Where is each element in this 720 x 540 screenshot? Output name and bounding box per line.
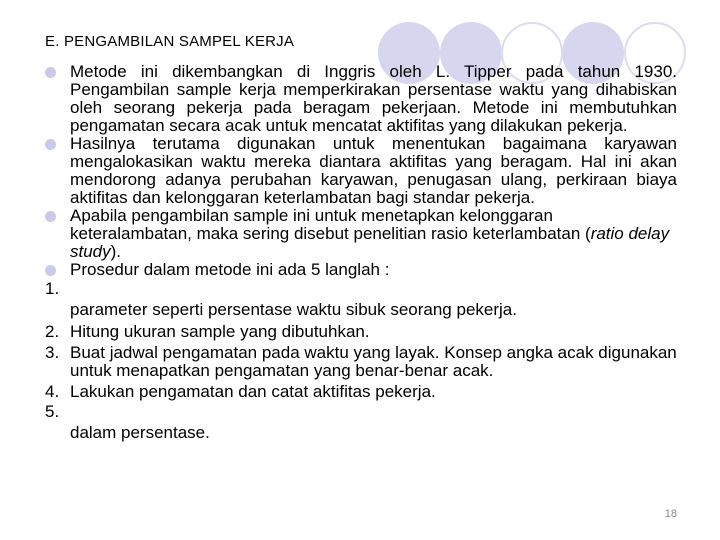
step-text: parameter seperti persentase waktu sibuk seorang pekerja.	[70, 300, 517, 319]
bullet-item	[45, 135, 677, 207]
slide-heading: E. PENGAMBILAN SAMPEL KERJA	[45, 33, 295, 50]
step-number: 5.	[45, 402, 60, 421]
bullet-item	[45, 261, 677, 280]
bullet-item	[45, 63, 677, 135]
step-item	[45, 344, 677, 380]
step-item	[45, 403, 677, 421]
step-number: 4.	[45, 382, 60, 401]
bullet-text: Prosedur dalam metode ini ada 5 langlah :	[70, 260, 390, 279]
bullet-text	[70, 207, 677, 261]
step-text: Buat jadwal pengamatan pada waktu yang layak. Konsep angka acak digunakan untuk menapatkan pengamatan yang benar-benar acak.	[70, 343, 677, 380]
step-text: Lakukan pengamatan dan catat aktifitas pekerja.	[70, 382, 436, 401]
page-number: 18	[664, 508, 677, 520]
bullet-text-part: ).	[110, 242, 122, 261]
step-item	[45, 323, 677, 341]
step-number: 2.	[45, 322, 60, 341]
bullet-icon	[45, 211, 56, 222]
step-text: Hitung ukuran sample yang dibutuhkan.	[70, 322, 370, 341]
bullet-icon	[45, 67, 56, 78]
step-item	[45, 280, 677, 298]
step-text: dalam persentase.	[70, 423, 210, 442]
bullet-icon	[45, 265, 56, 276]
step-number: 1.	[45, 279, 60, 298]
step-item	[45, 301, 677, 319]
bullet-text-part: Apabila pengambilan sample ini untuk menetapkan kelonggaran keteralambatan, maka sering disebut penelitian rasio keterlambatan (	[70, 206, 591, 243]
bullet-icon	[45, 139, 56, 150]
step-number: 3.	[45, 343, 60, 362]
bullet-text: Hasilnya terutama digunakan untuk menentukan bagaimana karyawan mengalokasikan waktu mereka diantara aktifitas yang beragam. Hal ini akan mendorong adanya perubahan karyawan, penugasan ulang, perkiraan biaya aktifitas dan kelonggaran keterlambatan bagi standar pekerja.	[70, 134, 677, 207]
italic-term: ratio delay study	[70, 224, 670, 261]
step-item	[45, 424, 677, 442]
slide-body	[45, 63, 677, 442]
bullet-item	[45, 207, 677, 261]
step-item	[45, 383, 677, 401]
bullet-text: Metode ini dikembangkan di Inggris oleh L. Tipper pada tahun 1930. Pengambilan sample kerja memperkirakan persentase waktu yang dihabiskan oleh seorang pekerja pada beragam pekerjaan. Metode ini membutuhkan pengamatan secara acak untuk mencatat aktifitas yang dilakukan pekerja.	[70, 62, 677, 135]
